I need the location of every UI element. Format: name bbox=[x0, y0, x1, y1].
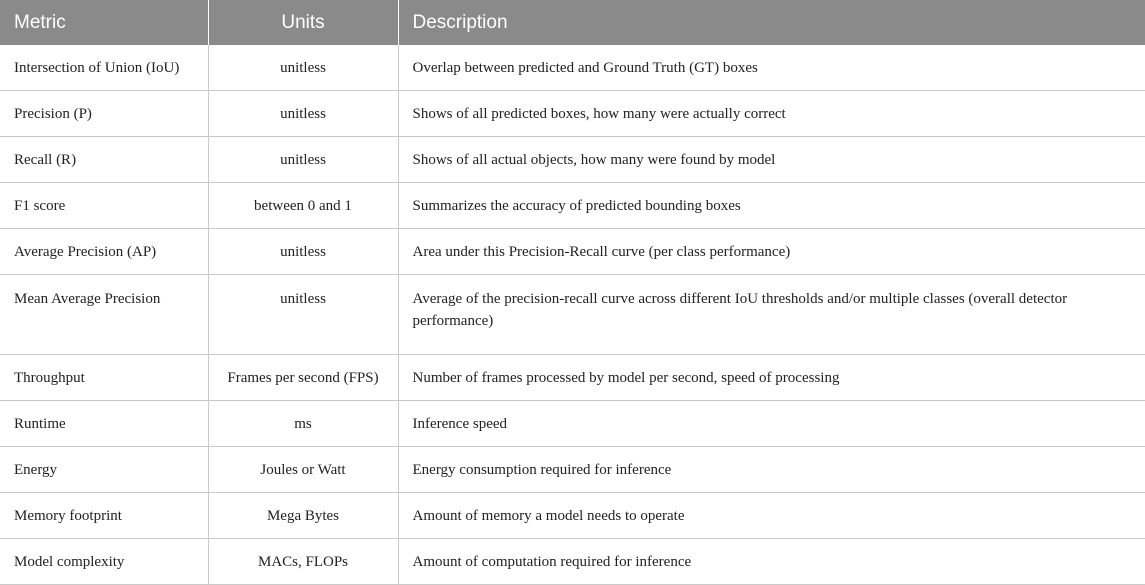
metric-cell: Memory footprint bbox=[0, 493, 208, 539]
description-cell: Number of frames processed by model per second, speed of processing bbox=[398, 355, 1145, 401]
metric-cell: Energy bbox=[0, 447, 208, 493]
table-row bbox=[0, 91, 1145, 137]
table-row bbox=[0, 493, 1145, 539]
units-cell: unitless bbox=[208, 91, 398, 137]
metric-cell: Precision (P) bbox=[0, 91, 208, 137]
units-cell: unitless bbox=[208, 275, 398, 355]
metric-cell: Mean Average Precision bbox=[0, 275, 208, 355]
metric-cell: Runtime bbox=[0, 401, 208, 447]
metric-cell: Intersection of Union (IoU) bbox=[0, 45, 208, 91]
description-cell: Shows of all predicted boxes, how many were actually correct bbox=[398, 91, 1145, 137]
description-cell: Inference speed bbox=[398, 401, 1145, 447]
metric-cell: Recall (R) bbox=[0, 137, 208, 183]
units-cell: unitless bbox=[208, 229, 398, 275]
table-row bbox=[0, 275, 1145, 355]
description-cell: Energy consumption required for inference bbox=[398, 447, 1145, 493]
table-row bbox=[0, 539, 1145, 585]
description-cell: Shows of all actual objects, how many were found by model bbox=[398, 137, 1145, 183]
table-row bbox=[0, 355, 1145, 401]
table-row bbox=[0, 137, 1145, 183]
table-row bbox=[0, 45, 1145, 91]
metric-cell: F1 score bbox=[0, 183, 208, 229]
metric-cell: Model complexity bbox=[0, 539, 208, 585]
units-cell: Joules or Watt bbox=[208, 447, 398, 493]
description-cell: Overlap between predicted and Ground Truth (GT) boxes bbox=[398, 45, 1145, 91]
header-metric: Metric bbox=[0, 0, 208, 45]
table-row bbox=[0, 229, 1145, 275]
units-cell: Mega Bytes bbox=[208, 493, 398, 539]
units-cell: unitless bbox=[208, 45, 398, 91]
table-row bbox=[0, 401, 1145, 447]
units-cell: ms bbox=[208, 401, 398, 447]
units-cell: between 0 and 1 bbox=[208, 183, 398, 229]
description-cell: Area under this Precision-Recall curve (per class performance) bbox=[398, 229, 1145, 275]
description-cell: Amount of computation required for inference bbox=[398, 539, 1145, 585]
description-cell: Amount of memory a model needs to operate bbox=[398, 493, 1145, 539]
description-cell: Summarizes the accuracy of predicted bounding boxes bbox=[398, 183, 1145, 229]
metric-cell: Average Precision (AP) bbox=[0, 229, 208, 275]
units-cell: MACs, FLOPs bbox=[208, 539, 398, 585]
header-description: Description bbox=[398, 0, 1145, 45]
units-cell: Frames per second (FPS) bbox=[208, 355, 398, 401]
units-cell: unitless bbox=[208, 137, 398, 183]
header-row bbox=[0, 0, 1145, 45]
description-cell: Average of the precision-recall curve across different IoU thresholds and/or multiple classes (overall detector performance) bbox=[398, 275, 1145, 355]
table-row bbox=[0, 183, 1145, 229]
metric-cell: Throughput bbox=[0, 355, 208, 401]
table-row bbox=[0, 447, 1145, 493]
header-units: Units bbox=[208, 0, 398, 45]
